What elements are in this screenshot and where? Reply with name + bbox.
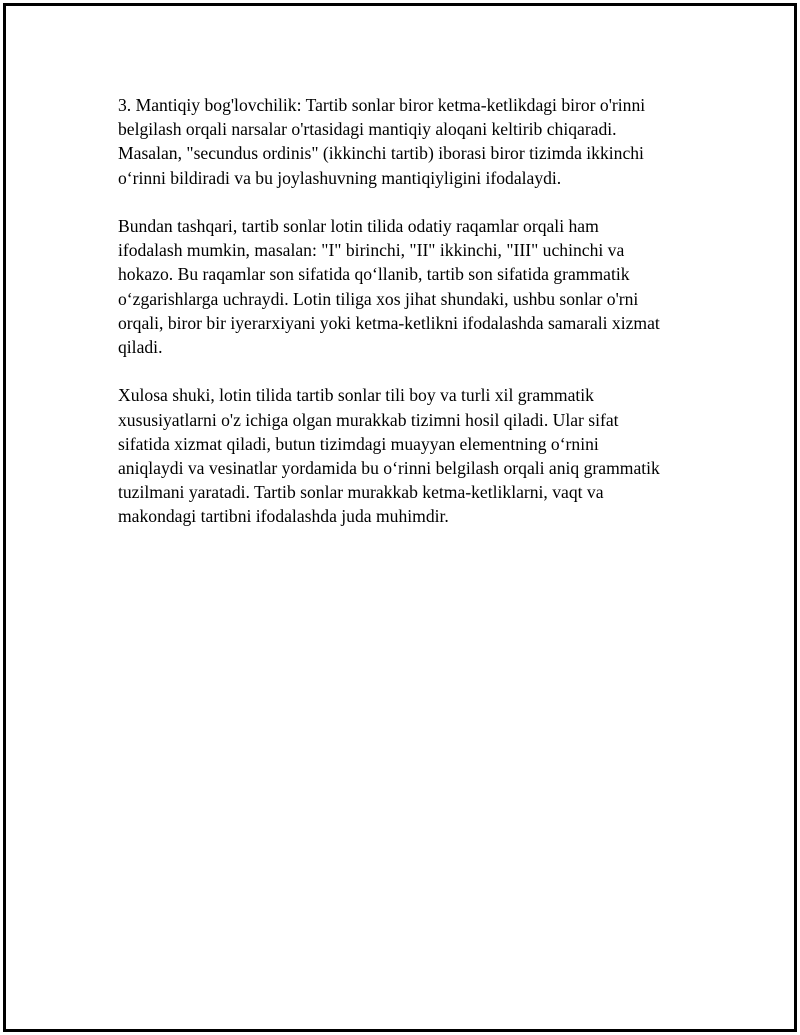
paragraph-conclusion (118, 383, 698, 528)
text-line: o‘zgarishlarga uchraydi. Lotin tiliga xos jihat shundaki, ushbu sonlar o'rni (118, 288, 639, 309)
text-line: belgilash orqali narsalar o'rtasidagi mantiqiy aloqani keltirib chiqaradi. (118, 119, 617, 140)
text-line: makondagi tartibni ifodalashda juda muhimdir. (118, 506, 449, 527)
document-body (118, 93, 698, 553)
text-line: hokazo. Bu raqamlar son sifatida qo‘llanib, tartib son sifatida grammatik (118, 264, 630, 285)
text-line: sifatida xizmat qiladi, butun tizimdagi muayyan elementning o‘rnini (118, 433, 599, 454)
text-line: ifodalash mumkin, masalan: "I" birinchi, "II" ikkinchi, "III" uchinchi va (118, 240, 625, 261)
text-line: Bundan tashqari, tartib sonlar lotin tilida odatiy raqamlar orqali ham (118, 216, 599, 236)
text-line: Xulosa shuki, lotin tilida tartib sonlar tili boy va turli xil grammatik (118, 385, 594, 406)
paragraph-roman-numerals (118, 214, 698, 359)
text-line: orqali, biror bir iyerarxiyani yoki ketma-ketlikni ifodalashda samarali xizmat (118, 312, 660, 333)
text-line: tuzilmani yaratadi. Tartib sonlar murakkab ketma-ketliklarni, vaqt va (118, 482, 604, 503)
text-line: Masalan, "secundus ordinis" (ikkinchi tartib) iborasi biror tizimda ikkinchi (118, 143, 644, 164)
text-line: xususiyatlarni o'z ichiga olgan murakkab tizimni hosil qiladi. Ular sifat (118, 409, 619, 430)
paragraph-logical-connection (118, 93, 698, 190)
text-line: o‘rinni bildiradi va bu joylashuvning mantiqiyligini ifodalaydi. (118, 167, 562, 188)
text-line: qiladi. (118, 337, 163, 358)
text-line: aniqlaydi va vesinatlar yordamida bu o‘rinni belgilash orqali aniq grammatik (118, 458, 660, 479)
text-line: 3. Mantiqiy bog'lovchilik: Tartib sonlar biror ketma-ketlikdagi biror o'rinni (118, 95, 646, 115)
